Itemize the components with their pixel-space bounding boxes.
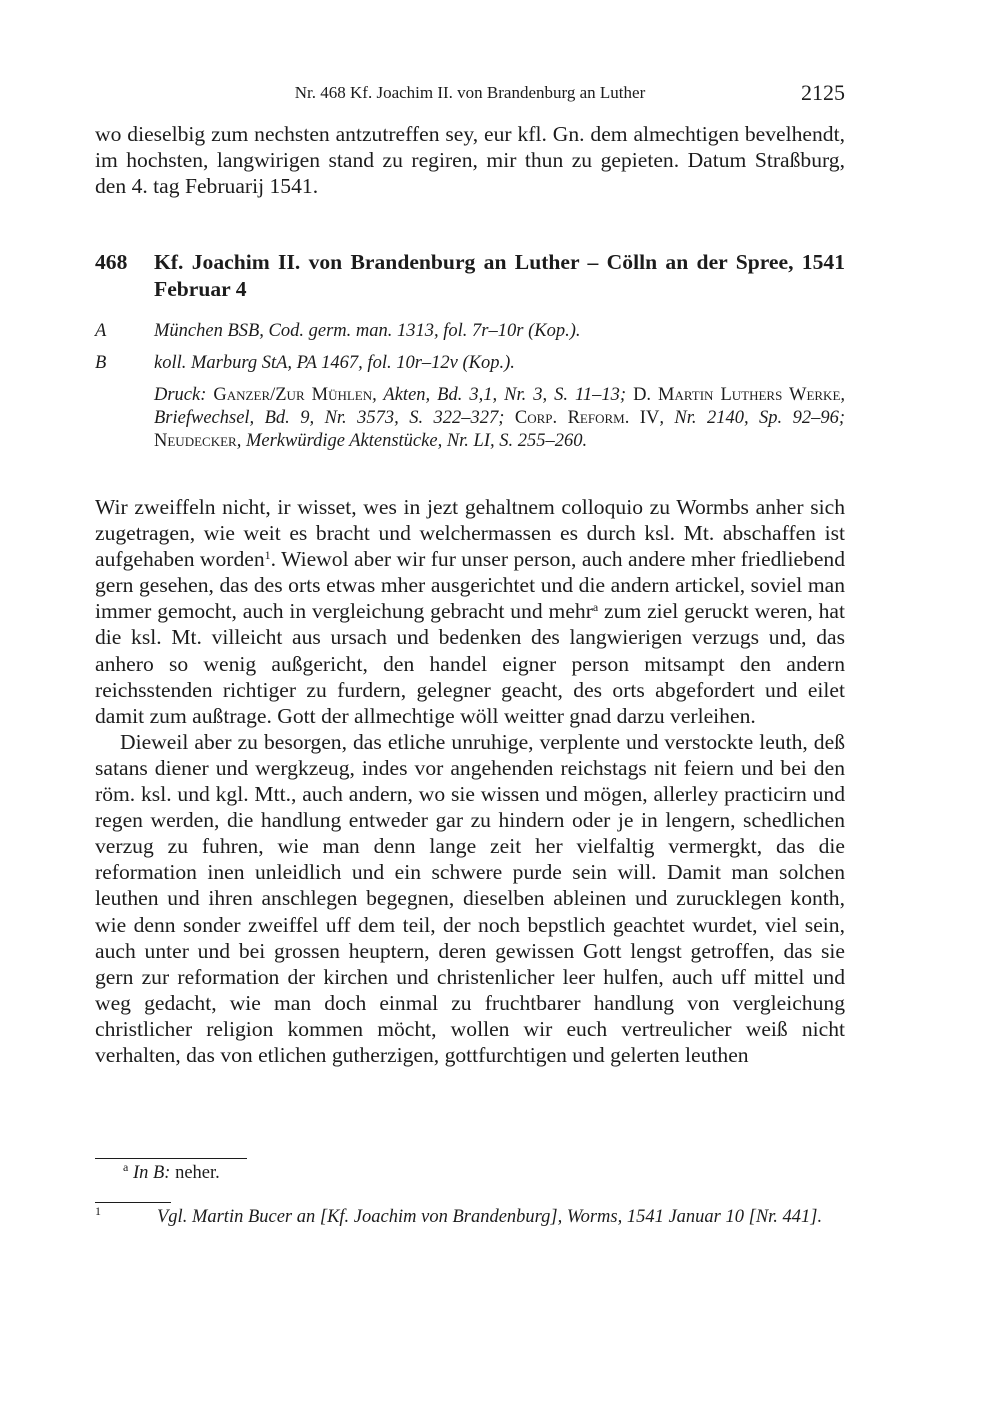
document-title: Kf. Joachim II. von Brandenburg an Luther – Cölln an der Spree, 1541 Februar 4 [154, 250, 845, 301]
edition-author: Ganzer/Zur Mühlen [213, 385, 373, 405]
footnote-rule [95, 1158, 247, 1159]
source-reference: München BSB, Cod. germ. man. 1313, fol. 7r–10r (Kop.). [154, 321, 581, 341]
edition-reference: , Merkwürdige Aktenstücke, Nr. LI, S. 255–260. [236, 431, 588, 451]
source-siglum: B [95, 353, 107, 373]
source-siglum: A [95, 321, 107, 341]
edition-reference: , Briefwechsel, Bd. 9, Nr. 3573, S. 322–327; [154, 385, 846, 428]
footnote-text: neher. [175, 1163, 220, 1183]
page-number: 2125 [801, 80, 845, 105]
carryover-paragraph: wo dieselbig zum nechsten antzutreffen sey, eur kfl. Gn. dem almechtigen bevelhendt, im hochsten, langwirigen stand zu regiren, mir thun zu gepieten. Datum Straßburg, den 4. tag Februarij 1541. [95, 122, 845, 198]
variant-footnote [95, 1162, 845, 1185]
edition-author: Neudecker [154, 431, 237, 451]
footnote-mark: a [123, 1160, 129, 1174]
body-paragraph: Wir zweiffeln nicht, ir wisset, wes in jezt gehaltnem colloquio zu Wormbs anher sich zugetragen, wie weit es bracht und welchermassen es durch ksl. Mt. abschaffen ist aufgehaben worden$^1$. Wiewol aber wir fur unser person, auch andere mher friedliebend gern gesehen, das des orts etwas mher ausgerichtet und die andern artickel, soviel man immer gemocht, auch in vergleichung gebracht und mehr$^a$ zum ziel geruckt weren, hat die ksl. Mt. villeicht aus ursach und bedenken des langwierigen verzugs und, das anhero so wenig außgericht, den handel eigner person mitsampt den andern reichsstenden richtiger zu furdern, gelegner geacht, des orts abgefordert und eilet damit zum außtrage. Gott der allmechtige wöll weitter gnad darzu verleihen. [95, 495, 846, 728]
edition-reference: , Nr. 2140, Sp. 92–96; [659, 408, 845, 428]
druck-editions [154, 384, 845, 453]
footnote-reference: 1 [264, 548, 271, 563]
body-paragraph: Dieweil aber zu besorgen, das etliche unruhige, verplente und verstockte leuth, deß satans diener und wergkzeug, indes vor angehenden reichstags nit feiern und bei den röm. ksl. und kgl. Mtt., auch andern, wo sie wissen und mögen, allerley practicirn und regen werden, die handlung entweder gar zu hindern oder je in lengern, schedlichen verzug zu fuhren, wie man denn lange zeit her vielfaltig vermergkt, das die reformation inen unleidlich und ein schwere purde sein will. Damit man solchen leuthen und ihren anschlegen begegnen, dieselben ableinen und zurucklegen konth, wie denn sonder zweiffel uff dem teil, der noch bepstlich geachtet wurdet, viel sein, auch unter und bei grossen heuptern, deren gewissen Gott lengst getroffen, das sie gern zur reformation der kirchen und christenlicher leer hulfen, auch uff mittel und weg gedacht, wie man doch einmal zu fruchtbarer handlung von vergleichung christlicher religion kommen möcht, wollen wir euch vertreulicher weiß nicht verhalten, das von etlichen gutherzigen, gottfurchtigen und gelerten leuthen [95, 729, 845, 1067]
edition-author: Corp. Reform. [514, 408, 630, 428]
commentary-footnote: $^1$ Vgl. Martin Bucer an [Kf. Joachim von Brandenburg], Worms, 1541 Januar 10 [Nr. 441]. [95, 1204, 823, 1227]
footnote-label: In B: [132, 1163, 171, 1183]
document-number: 468 [95, 250, 128, 274]
variant-reference: a [592, 600, 599, 615]
footnote-text: Vgl. Martin Bucer an [Kf. Joachim von Brandenburg], Worms, 1541 Januar 10 [Nr. 441]. [157, 1207, 823, 1227]
edition-author: D. Martin Luthers Werke [633, 385, 841, 405]
running-head [95, 80, 845, 106]
source-reference: koll. Marburg StA, PA 1467, fol. 10r–12v (Kop.). [154, 353, 515, 373]
letter-body [95, 494, 845, 1068]
running-title: Nr. 468 Kf. Joachim II. von Brandenburg an Luther [294, 83, 646, 102]
druck-label: Druck: [154, 385, 207, 405]
footnote-rule [95, 1202, 171, 1203]
edition-reference: , Akten, Bd. 3,1, Nr. 3, S. 11–13; [372, 385, 627, 405]
edition-volume: IV [639, 408, 660, 428]
